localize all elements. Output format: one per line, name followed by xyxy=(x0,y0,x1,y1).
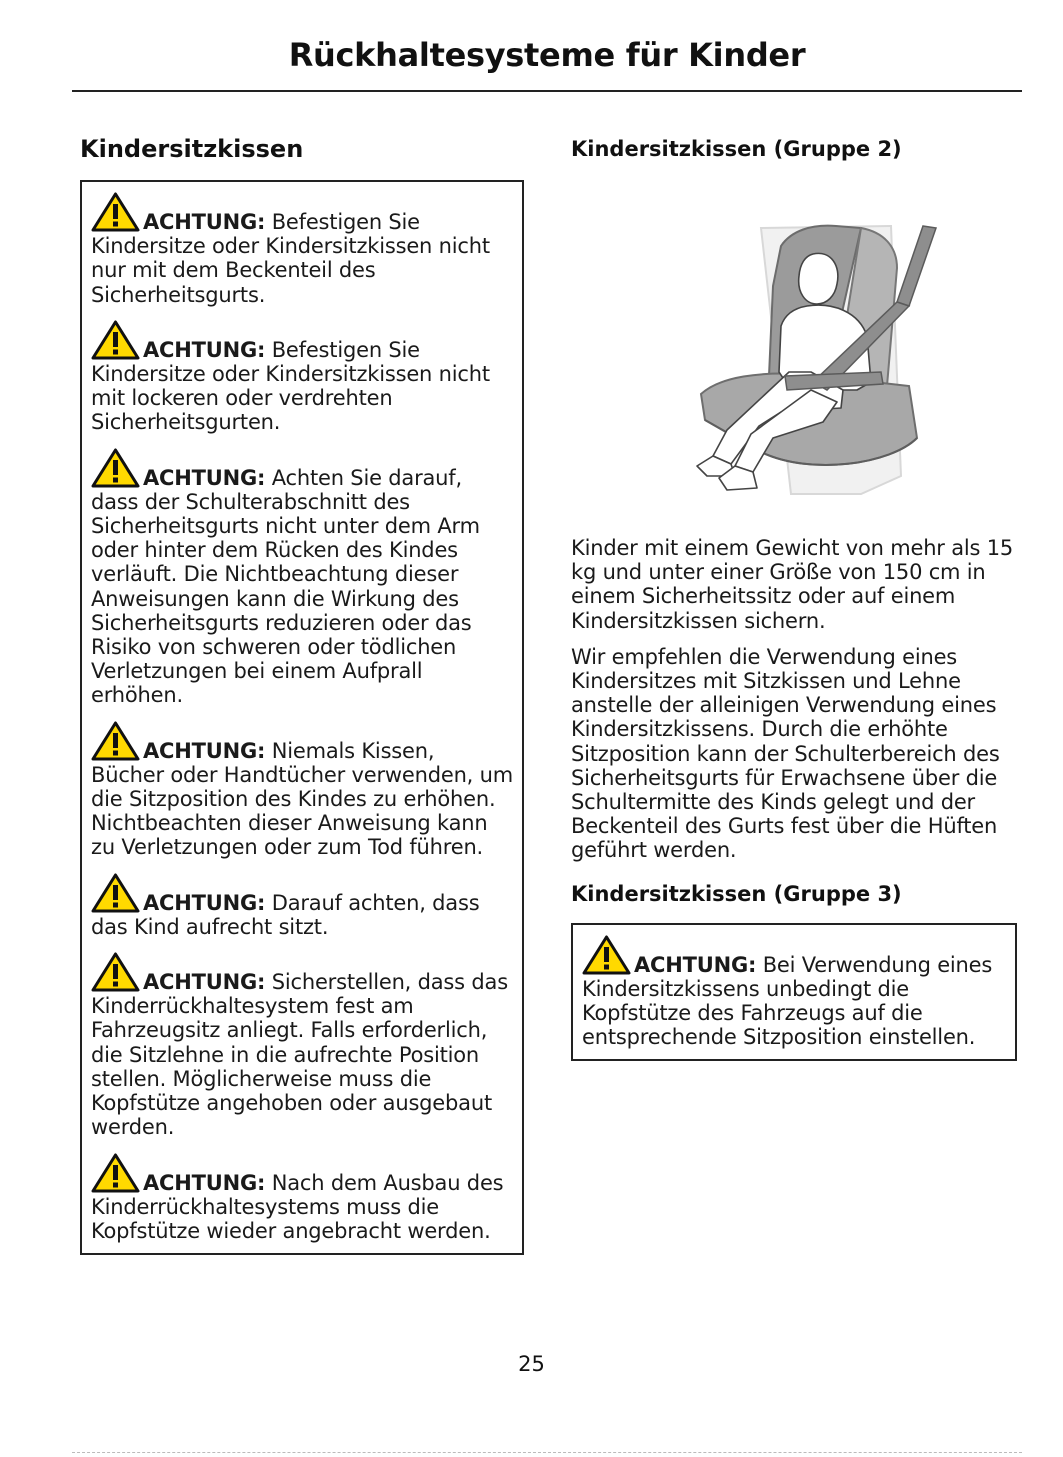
footer-divider xyxy=(72,1452,1022,1453)
warning-label: ACHTUNG: xyxy=(143,465,266,490)
section-heading-gruppe-2: Kindersitzkissen (Gruppe 2) xyxy=(571,137,902,161)
warning-label: ACHTUNG: xyxy=(143,337,266,362)
section-heading-gruppe-3: Kindersitzkissen (Gruppe 3) xyxy=(571,881,902,906)
warning-triangle-icon xyxy=(91,192,140,232)
warning-label: ACHTUNG: xyxy=(143,1170,266,1195)
paragraph: Kinder mit einem Gewicht von mehr als 15 kg und unter einer Größe von 150 cm in einem Sicherheitssitz oder auf einem Kindersitzkissen sichern. xyxy=(571,536,1014,633)
warning-text: Niemals Kissen, Bücher oder Handtücher verwenden, um die Sitzposition des Kindes zu erhöhen. Nichtbeachten dieser Anweisung kann zu Verletzungen oder zum Tod führen. xyxy=(91,738,513,860)
warning-triangle-icon xyxy=(91,320,140,360)
warning-text: Nach dem Ausbau des Kinderrückhaltesystems muss die Kopfstütze wieder angebracht werden. xyxy=(91,1170,504,1243)
warning-text: Bei Verwendung eines Kindersitzkissens unbedingt die Kopfstütze des Fahrzeugs auf die entsprechende Sitzposition einstellen. xyxy=(582,952,993,1050)
warning-label: ACHTUNG: xyxy=(143,738,266,763)
warning-box-right xyxy=(571,923,1017,1062)
warning-label: ACHTUNG: xyxy=(143,210,266,234)
warning-text: Darauf achten, dass das Kind aufrecht sitzt. xyxy=(91,890,480,939)
warning-item xyxy=(582,935,1006,1050)
page-title: Rückhaltesysteme für Kinder xyxy=(288,36,806,74)
warning-triangle-icon xyxy=(582,935,631,975)
section-heading-kindersitzkissen: Kindersitzkissen xyxy=(80,135,304,163)
warning-item xyxy=(91,873,513,939)
warning-item xyxy=(91,952,513,1139)
warning-item xyxy=(91,192,513,307)
warning-triangle-icon xyxy=(91,448,140,488)
warning-label: ACHTUNG: xyxy=(143,970,266,995)
warning-triangle-icon xyxy=(91,721,140,761)
warning-label: ACHTUNG: xyxy=(634,952,757,977)
warning-text: Sicherstellen, dass das Kinderrückhaltesystem fest am Fahrzeugsitz anliegt. Falls erforderlich, die Sitzlehne in die aufrechte Position stellen. Möglicherweise muss die Kopfstütze angehoben oder ausgebaut werden. xyxy=(91,970,508,1140)
warning-box-left xyxy=(80,180,524,1255)
warning-text: Befestigen Sie Kindersitze oder Kindersitzkissen nicht mit lockeren oder verdrehten Sicherheitsgurten. xyxy=(91,337,490,435)
warning-item xyxy=(91,1153,513,1244)
warning-item xyxy=(91,721,513,860)
title-divider xyxy=(72,90,1022,92)
warning-triangle-icon xyxy=(91,873,140,913)
warning-triangle-icon xyxy=(91,952,140,992)
left-column xyxy=(80,130,524,1255)
warning-text: Befestigen Sie Kindersitze oder Kindersitzkissen nicht nur mit dem Beckenteil des Sicherheitsgurts. xyxy=(91,210,490,307)
warning-item xyxy=(91,320,513,435)
warning-text: Achten Sie darauf, dass der Schulterabschnitt des Sicherheitsgurts nicht unter dem Arm oder hinter dem Rücken des Kindes verläuft. Die Nichtbeachtung dieser Anweisungen kann die Wirkung des Sicherheitsgurts reduzieren oder das Risiko von schweren oder tödlichen Verletzungen bei einem Aufprall erhöhen. xyxy=(91,465,480,708)
booster-seat-figure xyxy=(571,176,1017,516)
warning-item xyxy=(91,448,513,708)
child-booster-seat-illustration-icon xyxy=(661,176,951,506)
paragraph: Wir empfehlen die Verwendung eines Kindersitzes mit Sitzkissen und Lehne anstelle der alleinigen Verwendung eines Kindersitzkissens. Durch die erhöhte Sitzposition kann der Schulterbereich des Sicherheitsgurts für Erwachsene über die Schultermitte des Kinds gelegt und der Beckenteil des Gurts fest über die Hüften geführt werden. xyxy=(571,644,1000,863)
warning-label: ACHTUNG: xyxy=(143,890,266,915)
right-column xyxy=(571,130,1017,1061)
warning-triangle-icon xyxy=(91,1153,140,1193)
page-number: 25 xyxy=(518,1352,545,1376)
